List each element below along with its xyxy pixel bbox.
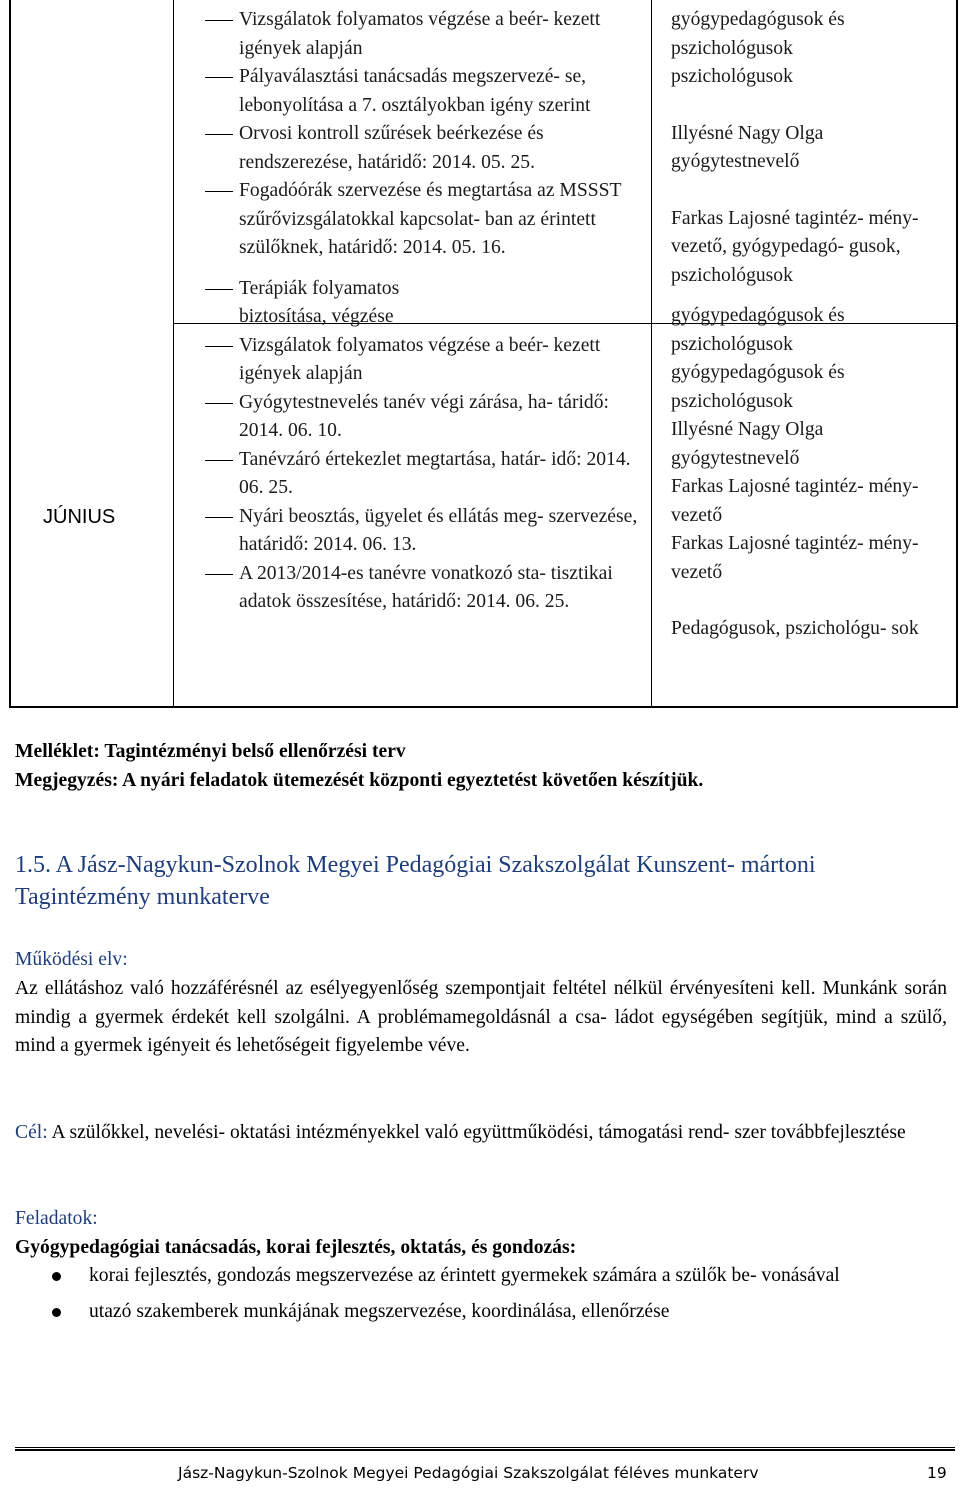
task-item: Terápiák folyamatos biztosítása, végzése bbox=[201, 275, 646, 332]
goal-text: A szülőkkel, nevelési- oktatási intézményekkel való együttműködési, támogatási rend- szer továbbfejlesztése bbox=[47, 1122, 906, 1143]
responsible-entry: pszichológusok bbox=[671, 66, 793, 87]
responsible-entry: gyógypedagógusok és pszichológusok bbox=[671, 362, 845, 412]
responsible-entry: Farkas Lajosné tagintéz- mény-vezető bbox=[671, 476, 919, 526]
goal-label: Cél: bbox=[15, 1122, 48, 1143]
operating-principle-label: Működési elv: bbox=[15, 949, 128, 970]
page-number: 19 bbox=[927, 1464, 947, 1482]
list-item: utazó szakemberek munkájának megszervezése, koordinálása, ellenőrzése bbox=[52, 1298, 948, 1327]
responsible-entry: Illyésné Nagy Olga gyógytestnevelő bbox=[671, 419, 824, 469]
responsible-entry: gyógypedagógusok és pszichológusok bbox=[671, 305, 845, 355]
responsible-column bbox=[671, 6, 960, 644]
task-item: Fogadóórák szervezése és megtartása az MSSST szűrővizsgálatokkal kapcsolat- ban az érintett szülőknek, határidő: 2014. 05. 16. bbox=[201, 177, 646, 263]
footer-title: Jász-Nagykun-Szolnok Megyei Pedagógiai Szakszolgálat féléves munkaterv bbox=[178, 1464, 759, 1482]
section-heading: 1.5. A Jász-Nagykun-Szolnok Megyei Pedagógiai Szakszolgálat Kunszent- mártoni Tagintézmény munkaterve bbox=[15, 852, 816, 910]
month-label: JÚNIUS bbox=[43, 506, 116, 528]
tasks-label: Feladatok: bbox=[15, 1208, 98, 1229]
attachment-note: Melléklet: Tagintézményi belső ellenőrzési terv bbox=[15, 741, 406, 762]
responsible-entry: Farkas Lajosné tagintéz- mény-vezető bbox=[671, 533, 919, 583]
list-item: korai fejlesztés, gondozás megszervezése az érintett gyermekek számára a szülők be- vonásával bbox=[52, 1262, 948, 1291]
task-bullet-list bbox=[52, 1262, 948, 1333]
tasks-subheading: Gyógypedagógiai tanácsadás, korai fejlesztés, oktatás, és gondozás: bbox=[15, 1237, 577, 1258]
task-item: Pályaválasztási tanácsadás megszervezé- se, lebonyolítása a 7. osztályokban igény szerint bbox=[201, 63, 646, 120]
remark-note: Megjegyzés: A nyári feladatok ütemezését központi egyeztetést követően készítjük. bbox=[15, 770, 704, 791]
responsible-entry: Farkas Lajosné tagintéz- mény-vezető, gyógypedagó- gusok, pszichológusok bbox=[671, 207, 919, 286]
task-item: Vizsgálatok folyamatos végzése a beér- kezett igények alapján bbox=[201, 6, 646, 63]
task-item: Vizsgálatok folyamatos végzése a beér- kezett igények alapján bbox=[201, 332, 646, 389]
responsible-entry: gyógypedagógusok és pszichológusok bbox=[671, 9, 845, 59]
column-divider bbox=[173, 0, 174, 706]
bullet-icon bbox=[52, 1272, 61, 1281]
task-item: Nyári beosztás, ügyelet és ellátás meg- szervezése, határidő: 2014. 06. 13. bbox=[201, 503, 646, 560]
responsible-entry: Illyésné Nagy Olga gyógytestnevelő bbox=[671, 122, 824, 172]
task-item: Tanévzáró értekezlet megtartása, határ- idő: 2014. 06. 25. bbox=[201, 446, 646, 503]
operating-principle-text: Az ellátáshoz való hozzáférésnél az esélyegyenlőség szempontjait feltétel nélkül érvényesíteni kell. Munkánk során mindig a gyermek érdekét kell szolgálni. A problémamegoldásnál a csa- ládot egységében segítjük, mind a szülő, mind a gyermek igényeit és lehetőségeit figyelembe véve. bbox=[15, 978, 947, 1056]
task-item: Orvosi kontroll szűrések beérkezése és rendszerezése, határidő: 2014. 05. 25. bbox=[201, 120, 646, 177]
goal-paragraph bbox=[15, 1119, 947, 1148]
footer-divider bbox=[15, 1447, 955, 1451]
column-divider bbox=[651, 0, 652, 706]
responsible-entry: Pedagógusok, pszichológu- sok bbox=[671, 618, 919, 639]
task-column bbox=[201, 6, 646, 617]
bullet-icon bbox=[52, 1308, 61, 1317]
schedule-table bbox=[9, 0, 958, 708]
task-item: Gyógytestnevelés tanév végi zárása, ha- táridő: 2014. 06. 10. bbox=[201, 389, 646, 446]
task-item: A 2013/2014-es tanévre vonatkozó sta- tisztikai adatok összesítése, határidő: 2014. 06. 25. bbox=[201, 560, 646, 617]
